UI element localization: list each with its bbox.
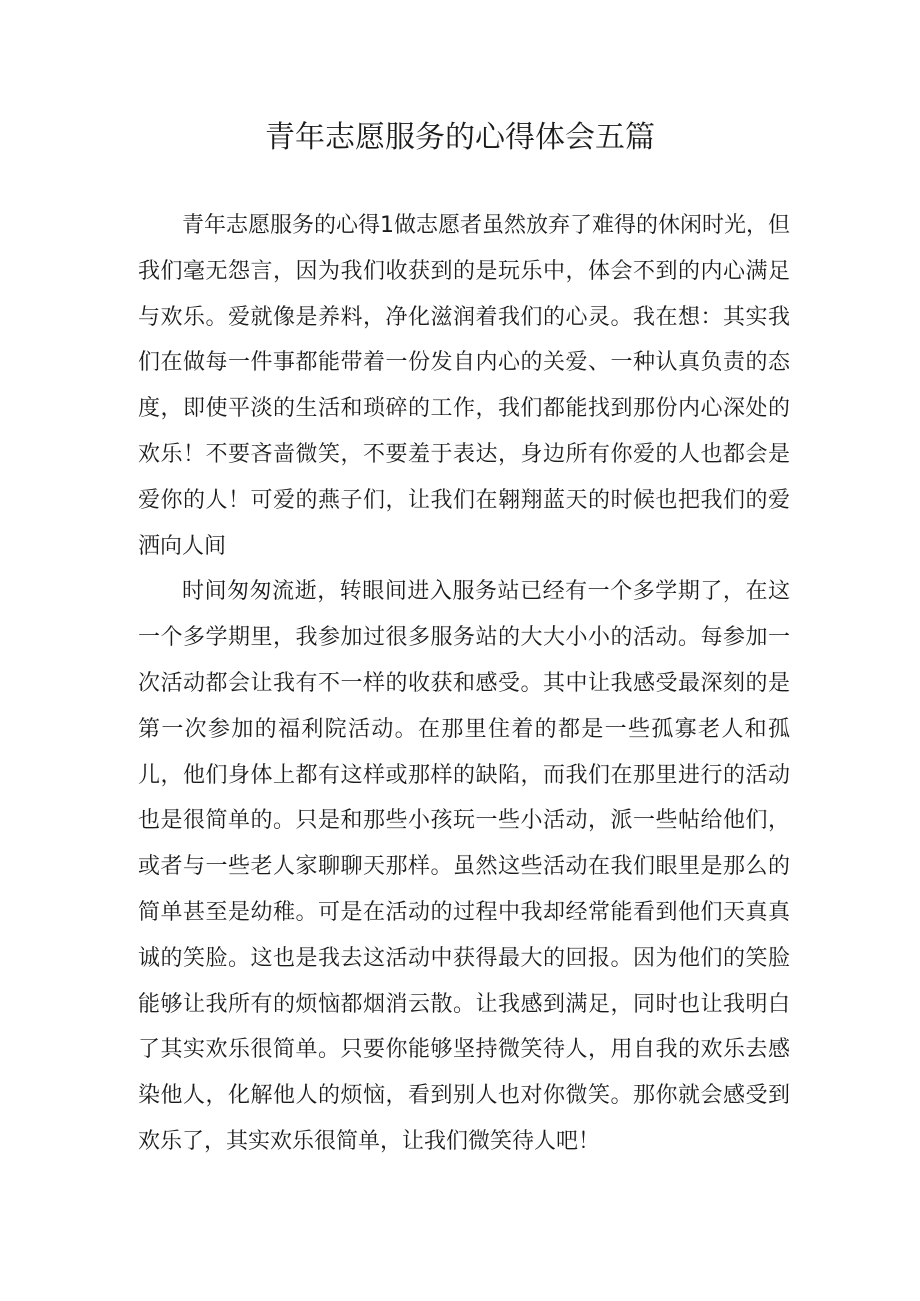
paragraph-1: 青年志愿服务的心得1做志愿者虽然放弃了难得的休闲时光，但我们毫无怨言，因为我们收获到的是玩乐中，体会不到的内心满足与欢乐。爱就像是养料，净化滋润着我们的心灵。我在想：其实我们在做每一件事都能带着一份发自内心的关爱、一种认真负责的态度，即使平淡的生活和琐碎的工作，我们都能找到那份内心深处的欢乐！不要吝啬微笑，不要羞于表达，身边所有你爱的人也都会是爱你的人！可爱的燕子们，让我们在翱翔蓝天的时候也把我们的爱洒向人间 xyxy=(138,213,790,559)
paragraph-2: 时间匆匆流逝，转眼间进入服务站已经有一个多学期了，在这一个多学期里，我参加过很多服务站的大大小小的活动。每参加一次活动都会让我有不一样的收获和感受。其中让我感受最深刻的是第一次参加的福利院活动。在那里住着的都是一些孤寡老人和孤儿，他们身体上都有这样或那样的缺陷，而我们在那里进行的活动也是很简单的。只是和那些小孩玩一些小活动，派一些帖给他们，或者与一些老人家聊聊天那样。虽然这些活动在我们眼里是那么的简单甚至是幼稚。可是在活动的过程中我却经常能看到他们天真真诚的笑脸。这也是我去这活动中获得最大的回报。因为他们的笑脸能够让我所有的烦恼都烟消云散。让我感到满足，同时也让我明白了其实欢乐很简单。只要你能够坚持微笑待人，用自我的欢乐去感染他人，化解他人的烦恼，看到别人也对你微笑。那你就会感受到欢乐了，其实欢乐很简单，让我们微笑待人吧！ xyxy=(138,579,790,1154)
document-body xyxy=(138,203,790,1165)
document-title: 青年志愿服务的心得体会五篇 xyxy=(265,120,655,155)
